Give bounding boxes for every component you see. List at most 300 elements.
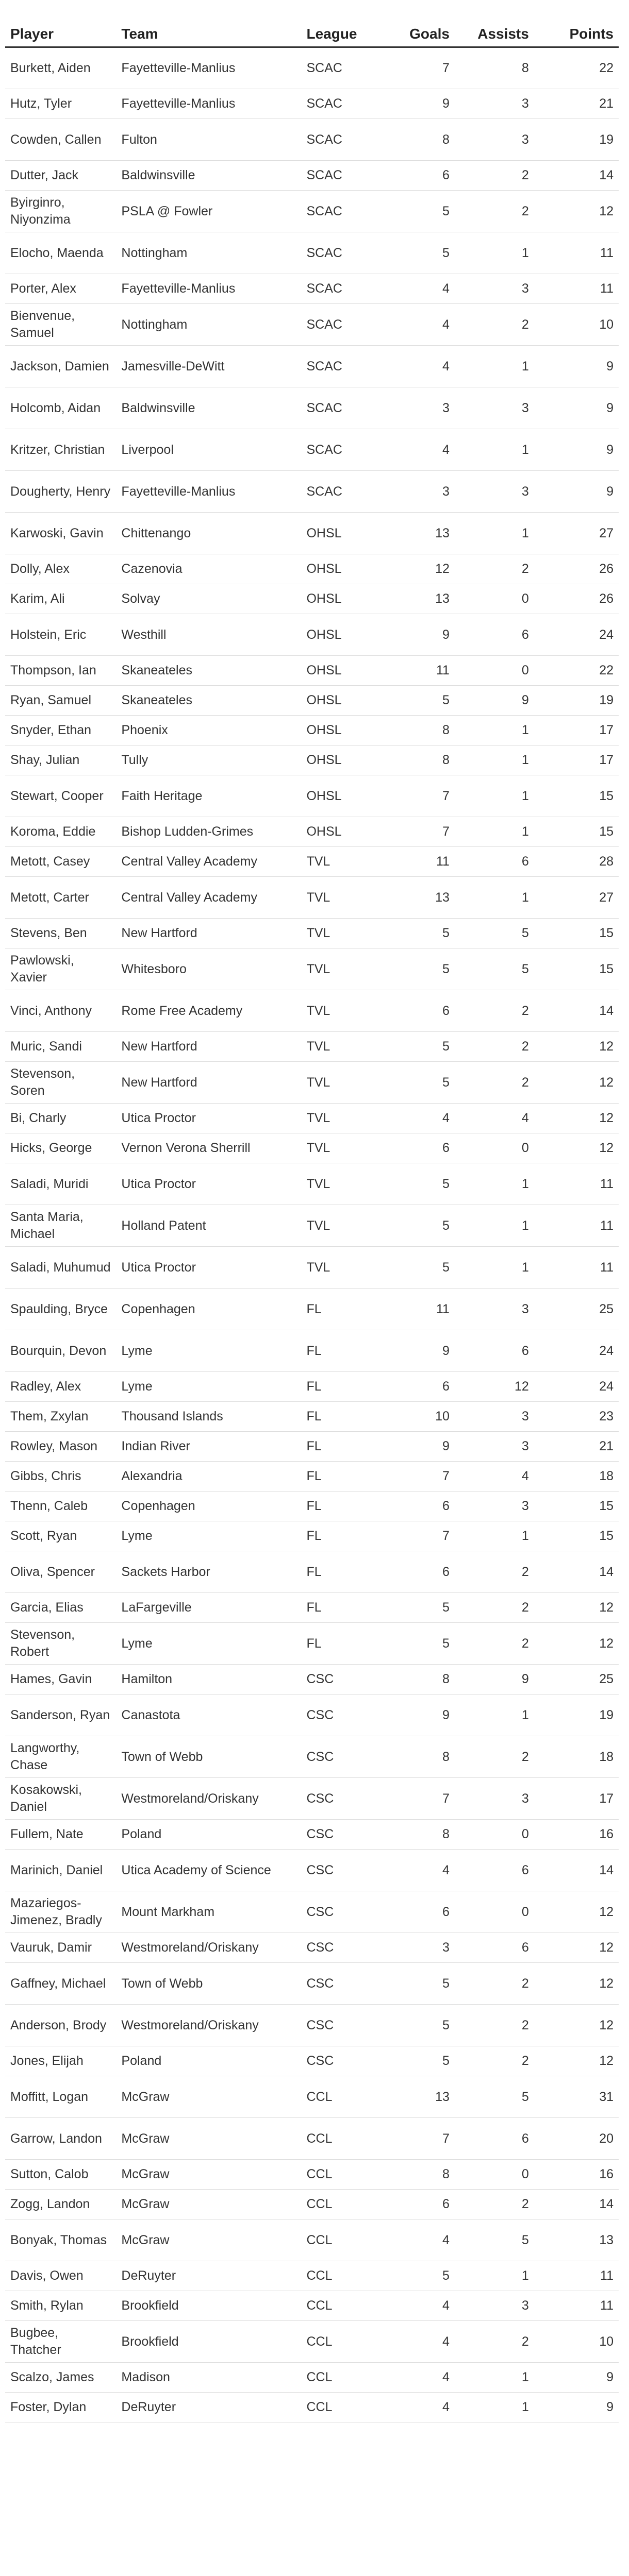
table-row [5, 1032, 619, 1062]
cell-player: Moffitt, Logan [5, 2076, 116, 2118]
cell-league: FL [301, 1462, 386, 1492]
cell-points: 19 [534, 686, 619, 716]
cell-league: OHSL [301, 614, 386, 656]
col-league[interactable]: League [301, 15, 386, 47]
cell-team: Solvay [116, 584, 301, 614]
cell-assists: 4 [455, 1104, 534, 1133]
cell-player: Kosakowski, Daniel [5, 1778, 116, 1820]
cell-player: Dougherty, Henry [5, 471, 116, 513]
table-row [5, 2393, 619, 2422]
cell-player: Hutz, Tyler [5, 89, 116, 119]
cell-player: Rowley, Mason [5, 1432, 116, 1462]
table-row [5, 1163, 619, 1205]
cell-player: Sanderson, Ryan [5, 1694, 116, 1736]
cell-points: 10 [534, 304, 619, 346]
table-row [5, 2005, 619, 2046]
cell-player: Porter, Alex [5, 274, 116, 304]
cell-assists: 1 [455, 429, 534, 471]
cell-league: FL [301, 1330, 386, 1372]
cell-team: Indian River [116, 1432, 301, 1462]
cell-points: 18 [534, 1462, 619, 1492]
table-row [5, 89, 619, 119]
cell-player: Marinich, Daniel [5, 1850, 116, 1891]
cell-player: Bi, Charly [5, 1104, 116, 1133]
cell-player: Shay, Julian [5, 745, 116, 775]
table-row [5, 429, 619, 471]
cell-team: Thousand Islands [116, 1402, 301, 1432]
cell-goals: 9 [386, 1330, 455, 1372]
cell-league: OHSL [301, 686, 386, 716]
table-row [5, 817, 619, 847]
col-goals[interactable]: Goals [386, 15, 455, 47]
cell-assists: 0 [455, 1133, 534, 1163]
cell-league: OHSL [301, 554, 386, 584]
cell-points: 12 [534, 1933, 619, 1963]
cell-goals: 6 [386, 1551, 455, 1593]
cell-assists: 1 [455, 232, 534, 274]
cell-goals: 8 [386, 119, 455, 161]
cell-assists: 0 [455, 1820, 534, 1850]
cell-goals: 12 [386, 554, 455, 584]
cell-league: FL [301, 1623, 386, 1665]
cell-assists: 3 [455, 471, 534, 513]
cell-league: CSC [301, 1665, 386, 1694]
cell-player: Zogg, Landon [5, 2190, 116, 2219]
cell-goals: 7 [386, 2118, 455, 2160]
cell-player: Bienvenue, Samuel [5, 304, 116, 346]
table-row [5, 232, 619, 274]
cell-player: Radley, Alex [5, 1372, 116, 1402]
cell-league: CSC [301, 1778, 386, 1820]
table-row [5, 1694, 619, 1736]
cell-points: 21 [534, 89, 619, 119]
cell-player: Langworthy, Chase [5, 1736, 116, 1778]
cell-assists: 0 [455, 1891, 534, 1933]
cell-league: CCL [301, 2291, 386, 2321]
cell-team: New Hartford [116, 1062, 301, 1104]
cell-goals: 13 [386, 584, 455, 614]
cell-assists: 3 [455, 89, 534, 119]
cell-assists: 2 [455, 1062, 534, 1104]
cell-league: OHSL [301, 745, 386, 775]
table-row [5, 47, 619, 89]
cell-team: Holland Patent [116, 1205, 301, 1247]
cell-assists: 2 [455, 1593, 534, 1623]
table-row [5, 161, 619, 191]
cell-team: McGraw [116, 2190, 301, 2219]
cell-league: TVL [301, 1247, 386, 1289]
cell-team: Skaneateles [116, 656, 301, 686]
table-row [5, 1372, 619, 1402]
table-row [5, 1891, 619, 1933]
cell-points: 12 [534, 1593, 619, 1623]
cell-points: 26 [534, 554, 619, 584]
cell-team: DeRuyter [116, 2261, 301, 2291]
table-row [5, 877, 619, 919]
cell-league: SCAC [301, 471, 386, 513]
cell-assists: 12 [455, 1372, 534, 1402]
cell-team: Vernon Verona Sherrill [116, 1133, 301, 1163]
cell-team: Lyme [116, 1521, 301, 1551]
table-row [5, 119, 619, 161]
table-row [5, 1289, 619, 1330]
table-row [5, 1665, 619, 1694]
cell-player: Sutton, Calob [5, 2160, 116, 2190]
cell-assists: 1 [455, 775, 534, 817]
cell-assists: 6 [455, 847, 534, 877]
cell-team: Hamilton [116, 1665, 301, 1694]
cell-league: SCAC [301, 346, 386, 387]
cell-team: Central Valley Academy [116, 847, 301, 877]
cell-player: Them, Zxylan [5, 1402, 116, 1432]
cell-team: Mount Markham [116, 1891, 301, 1933]
cell-league: TVL [301, 1163, 386, 1205]
cell-team: Lyme [116, 1372, 301, 1402]
cell-league: TVL [301, 877, 386, 919]
cell-league: OHSL [301, 716, 386, 745]
cell-goals: 5 [386, 686, 455, 716]
cell-goals: 4 [386, 304, 455, 346]
table-row [5, 686, 619, 716]
cell-assists: 1 [455, 1521, 534, 1551]
cell-points: 15 [534, 948, 619, 990]
cell-goals: 8 [386, 745, 455, 775]
cell-team: Westhill [116, 614, 301, 656]
cell-team: Fulton [116, 119, 301, 161]
table-row [5, 1062, 619, 1104]
cell-league: FL [301, 1521, 386, 1551]
cell-league: TVL [301, 1133, 386, 1163]
cell-assists: 3 [455, 1492, 534, 1521]
cell-assists: 6 [455, 1850, 534, 1891]
cell-team: Copenhagen [116, 1289, 301, 1330]
cell-assists: 9 [455, 686, 534, 716]
cell-league: CCL [301, 2363, 386, 2393]
cell-team: Baldwinsville [116, 387, 301, 429]
cell-league: TVL [301, 1205, 386, 1247]
cell-team: McGraw [116, 2118, 301, 2160]
cell-league: SCAC [301, 232, 386, 274]
cell-points: 11 [534, 1247, 619, 1289]
cell-team: DeRuyter [116, 2393, 301, 2422]
cell-league: SCAC [301, 119, 386, 161]
cell-team: Faith Heritage [116, 775, 301, 817]
table-row [5, 471, 619, 513]
col-player[interactable]: Player [5, 15, 116, 47]
cell-points: 12 [534, 2005, 619, 2046]
cell-points: 12 [534, 1062, 619, 1104]
cell-goals: 8 [386, 1736, 455, 1778]
cell-goals: 5 [386, 1205, 455, 1247]
cell-assists: 2 [455, 1623, 534, 1665]
cell-goals: 5 [386, 1032, 455, 1062]
cell-assists: 1 [455, 1163, 534, 1205]
cell-goals: 4 [386, 429, 455, 471]
cell-league: CCL [301, 2076, 386, 2118]
cell-points: 9 [534, 471, 619, 513]
cell-team: New Hartford [116, 919, 301, 948]
cell-league: SCAC [301, 89, 386, 119]
cell-league: OHSL [301, 775, 386, 817]
cell-points: 9 [534, 2363, 619, 2393]
cell-points: 13 [534, 2219, 619, 2261]
col-assists[interactable]: Assists [455, 15, 534, 47]
cell-league: TVL [301, 1062, 386, 1104]
cell-player: Scott, Ryan [5, 1521, 116, 1551]
cell-team: Town of Webb [116, 1736, 301, 1778]
cell-league: TVL [301, 1104, 386, 1133]
cell-team: Poland [116, 2046, 301, 2076]
cell-assists: 2 [455, 1963, 534, 2005]
cell-league: FL [301, 1432, 386, 1462]
cell-points: 24 [534, 1330, 619, 1372]
table-row [5, 1778, 619, 1820]
cell-team: Tully [116, 745, 301, 775]
cell-player: Santa Maria, Michael [5, 1205, 116, 1247]
cell-goals: 5 [386, 1593, 455, 1623]
cell-player: Stevens, Ben [5, 919, 116, 948]
table-row [5, 1820, 619, 1850]
cell-goals: 6 [386, 990, 455, 1032]
cell-goals: 5 [386, 232, 455, 274]
cell-player: Burkett, Aiden [5, 47, 116, 89]
cell-goals: 8 [386, 1665, 455, 1694]
cell-team: Fayetteville-Manlius [116, 274, 301, 304]
table-body [5, 47, 619, 2422]
cell-points: 22 [534, 47, 619, 89]
cell-player: Ryan, Samuel [5, 686, 116, 716]
table-row [5, 1933, 619, 1963]
cell-assists: 2 [455, 1736, 534, 1778]
cell-team: Lyme [116, 1330, 301, 1372]
cell-player: Kritzer, Christian [5, 429, 116, 471]
cell-goals: 4 [386, 274, 455, 304]
cell-assists: 1 [455, 2363, 534, 2393]
table-row [5, 513, 619, 554]
cell-points: 24 [534, 614, 619, 656]
cell-team: Sackets Harbor [116, 1551, 301, 1593]
cell-player: Scalzo, James [5, 2363, 116, 2393]
cell-goals: 4 [386, 2219, 455, 2261]
cell-league: TVL [301, 990, 386, 1032]
cell-goals: 3 [386, 471, 455, 513]
cell-player: Vauruk, Damir [5, 1933, 116, 1963]
table-row [5, 1247, 619, 1289]
cell-assists: 5 [455, 948, 534, 990]
cell-team: Whitesboro [116, 948, 301, 990]
cell-assists: 3 [455, 274, 534, 304]
cell-goals: 4 [386, 2291, 455, 2321]
cell-goals: 7 [386, 47, 455, 89]
table-row [5, 2261, 619, 2291]
cell-points: 14 [534, 990, 619, 1032]
cell-league: OHSL [301, 656, 386, 686]
cell-goals: 4 [386, 1104, 455, 1133]
cell-player: Stevenson, Robert [5, 1623, 116, 1665]
cell-goals: 6 [386, 1133, 455, 1163]
cell-player: Stevenson, Soren [5, 1062, 116, 1104]
cell-player: Gibbs, Chris [5, 1462, 116, 1492]
table-row [5, 346, 619, 387]
cell-goals: 4 [386, 2321, 455, 2363]
cell-assists: 2 [455, 2321, 534, 2363]
cell-assists: 1 [455, 1205, 534, 1247]
table-row [5, 716, 619, 745]
cell-points: 21 [534, 1432, 619, 1462]
cell-player: Muric, Sandi [5, 1032, 116, 1062]
cell-goals: 9 [386, 1694, 455, 1736]
cell-league: SCAC [301, 274, 386, 304]
table-row [5, 2321, 619, 2363]
table-row [5, 2076, 619, 2118]
cell-assists: 2 [455, 2190, 534, 2219]
cell-assists: 1 [455, 877, 534, 919]
cell-player: Karim, Ali [5, 584, 116, 614]
cell-assists: 6 [455, 1933, 534, 1963]
cell-assists: 2 [455, 990, 534, 1032]
cell-league: SCAC [301, 47, 386, 89]
table-row [5, 1133, 619, 1163]
table-row [5, 1850, 619, 1891]
cell-goals: 5 [386, 2005, 455, 2046]
cell-team: Skaneateles [116, 686, 301, 716]
cell-player: Cowden, Callen [5, 119, 116, 161]
cell-goals: 5 [386, 1963, 455, 2005]
cell-league: CSC [301, 1820, 386, 1850]
cell-league: SCAC [301, 387, 386, 429]
cell-team: Utica Academy of Science [116, 1850, 301, 1891]
cell-league: SCAC [301, 191, 386, 232]
col-team[interactable]: Team [116, 15, 301, 47]
cell-goals: 6 [386, 161, 455, 191]
table-row [5, 847, 619, 877]
cell-points: 19 [534, 1694, 619, 1736]
cell-points: 9 [534, 2393, 619, 2422]
cell-assists: 2 [455, 2046, 534, 2076]
cell-league: FL [301, 1402, 386, 1432]
cell-points: 11 [534, 1163, 619, 1205]
cell-points: 9 [534, 429, 619, 471]
table-row [5, 745, 619, 775]
cell-league: SCAC [301, 304, 386, 346]
cell-league: CCL [301, 2160, 386, 2190]
cell-player: Dolly, Alex [5, 554, 116, 584]
table-row [5, 1736, 619, 1778]
cell-points: 26 [534, 584, 619, 614]
cell-team: Fayetteville-Manlius [116, 471, 301, 513]
cell-points: 27 [534, 513, 619, 554]
cell-team: Nottingham [116, 232, 301, 274]
cell-assists: 5 [455, 2219, 534, 2261]
cell-player: Metott, Casey [5, 847, 116, 877]
cell-assists: 4 [455, 1462, 534, 1492]
cell-assists: 9 [455, 1665, 534, 1694]
cell-goals: 11 [386, 656, 455, 686]
table-row [5, 304, 619, 346]
table-row [5, 2219, 619, 2261]
cell-points: 15 [534, 1521, 619, 1551]
cell-team: Town of Webb [116, 1963, 301, 2005]
cell-team: Central Valley Academy [116, 877, 301, 919]
table-row [5, 990, 619, 1032]
cell-team: Baldwinsville [116, 161, 301, 191]
cell-league: CSC [301, 1933, 386, 1963]
table-row [5, 614, 619, 656]
table-row [5, 919, 619, 948]
cell-goals: 8 [386, 2160, 455, 2190]
cell-goals: 9 [386, 614, 455, 656]
cell-assists: 1 [455, 1247, 534, 1289]
cell-goals: 7 [386, 1462, 455, 1492]
cell-team: LaFargeville [116, 1593, 301, 1623]
table-row [5, 1623, 619, 1665]
cell-points: 11 [534, 1205, 619, 1247]
cell-team: Brookfield [116, 2321, 301, 2363]
cell-goals: 6 [386, 1492, 455, 1521]
cell-assists: 8 [455, 47, 534, 89]
cell-points: 12 [534, 1133, 619, 1163]
cell-team: Brookfield [116, 2291, 301, 2321]
cell-team: Utica Proctor [116, 1163, 301, 1205]
cell-player: Stewart, Cooper [5, 775, 116, 817]
table-row [5, 2363, 619, 2393]
cell-team: McGraw [116, 2160, 301, 2190]
cell-player: Thompson, Ian [5, 656, 116, 686]
cell-player: Karwoski, Gavin [5, 513, 116, 554]
cell-assists: 6 [455, 2118, 534, 2160]
cell-goals: 8 [386, 1820, 455, 1850]
cell-goals: 4 [386, 1850, 455, 1891]
cell-goals: 5 [386, 2261, 455, 2291]
cell-assists: 0 [455, 656, 534, 686]
cell-points: 25 [534, 1665, 619, 1694]
cell-goals: 7 [386, 817, 455, 847]
cell-assists: 2 [455, 1551, 534, 1593]
cell-goals: 3 [386, 1933, 455, 1963]
cell-goals: 11 [386, 1289, 455, 1330]
cell-team: Fayetteville-Manlius [116, 89, 301, 119]
table-row [5, 656, 619, 686]
table-row [5, 775, 619, 817]
cell-assists: 1 [455, 1694, 534, 1736]
cell-league: TVL [301, 847, 386, 877]
table-row [5, 2046, 619, 2076]
cell-goals: 11 [386, 847, 455, 877]
cell-player: Smith, Rylan [5, 2291, 116, 2321]
cell-points: 12 [534, 191, 619, 232]
cell-goals: 9 [386, 89, 455, 119]
cell-goals: 5 [386, 1163, 455, 1205]
cell-points: 17 [534, 1778, 619, 1820]
cell-goals: 9 [386, 1432, 455, 1462]
stats-table [5, 15, 619, 2422]
cell-team: Canastota [116, 1694, 301, 1736]
cell-player: Snyder, Ethan [5, 716, 116, 745]
col-points[interactable]: Points [534, 15, 619, 47]
table-row [5, 1521, 619, 1551]
cell-player: Gaffney, Michael [5, 1963, 116, 2005]
table-row [5, 554, 619, 584]
cell-assists: 5 [455, 919, 534, 948]
cell-team: PSLA @ Fowler [116, 191, 301, 232]
cell-player: Holcomb, Aidan [5, 387, 116, 429]
cell-points: 12 [534, 1963, 619, 2005]
cell-assists: 1 [455, 2261, 534, 2291]
cell-points: 12 [534, 1104, 619, 1133]
cell-team: Jamesville-DeWitt [116, 346, 301, 387]
cell-player: Elocho, Maenda [5, 232, 116, 274]
cell-assists: 3 [455, 1402, 534, 1432]
